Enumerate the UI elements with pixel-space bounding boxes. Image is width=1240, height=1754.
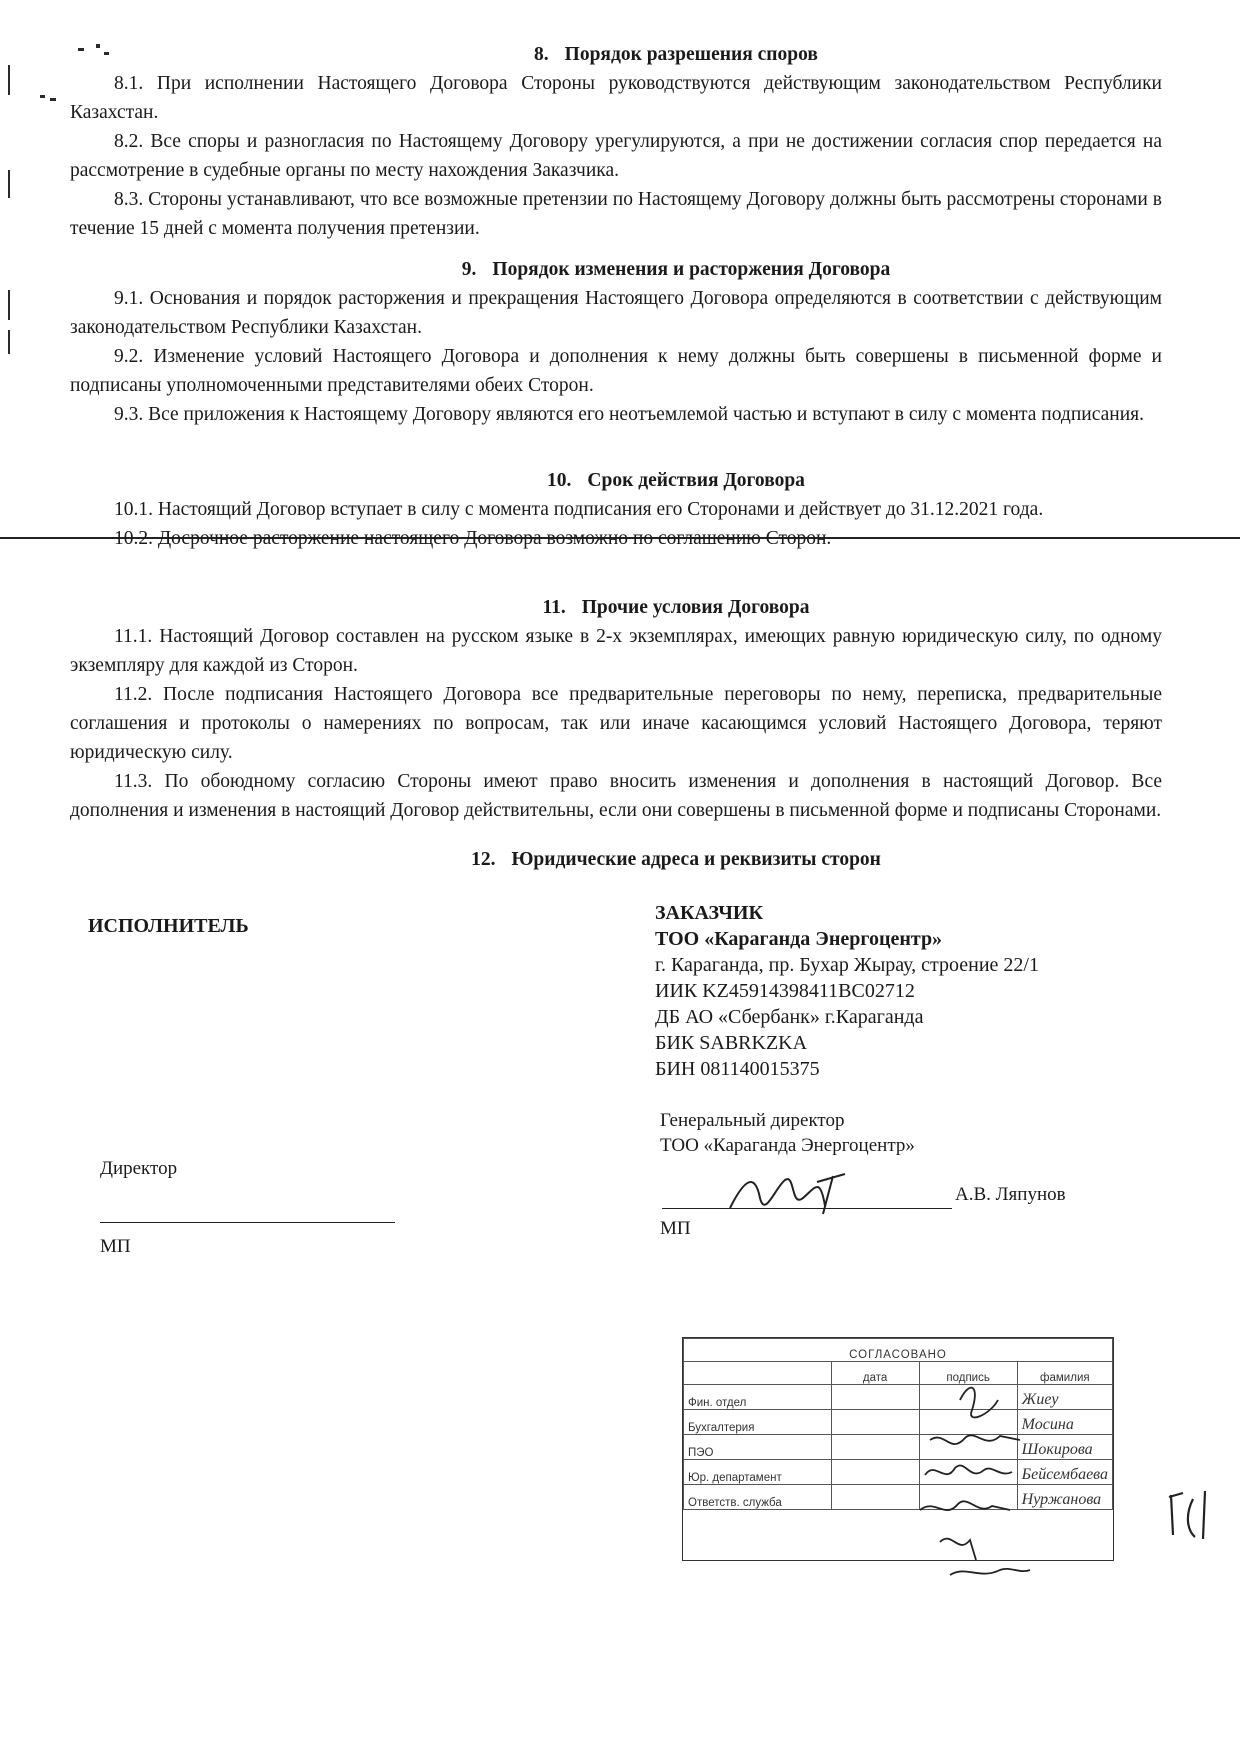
stamp-dept: Ответств. служба bbox=[684, 1485, 832, 1510]
section-11 bbox=[70, 593, 1162, 825]
stamp-col-signature: подпись bbox=[919, 1362, 1017, 1385]
section-number: 9. bbox=[461, 259, 477, 280]
section-heading bbox=[190, 255, 1162, 284]
customer-position: Генеральный директор bbox=[660, 1110, 845, 1131]
section-number: 10. bbox=[547, 470, 572, 491]
executor-label: ИСПОЛНИТЕЛЬ bbox=[88, 915, 249, 937]
scan-speck bbox=[50, 98, 56, 101]
stamp-surname: Мосина bbox=[1017, 1410, 1112, 1435]
executor-position: Директор bbox=[100, 1158, 178, 1179]
stamp-dept: Фин. отдел bbox=[684, 1385, 832, 1410]
stamp-dept: ПЭО bbox=[684, 1435, 832, 1460]
clause: 8.1. При исполнении Настоящего Договора Стороны руководствуются действующим законодательством Республики Казахстан. bbox=[70, 73, 1162, 123]
clause: 10.1. Настоящий Договор вступает в силу с момента подписания его Сторонами и действует до 31.12.2021 года. bbox=[114, 499, 1044, 520]
stamp-surname: Шокирова bbox=[1017, 1435, 1112, 1460]
customer-signature bbox=[725, 1168, 865, 1220]
clause: 8.3. Стороны устанавливают, что все возможные претензии по Настоящему Договору должны быть рассмотрены сторонами в течение 15 дней с момента получения претензии. bbox=[70, 189, 1162, 239]
scan-speck bbox=[40, 95, 45, 98]
stamp-col-dept bbox=[684, 1362, 832, 1385]
section-number: 12. bbox=[471, 849, 496, 870]
clause: 9.3. Все приложения к Настоящему Договору являются его неотъемлемой частью и вступают в силу с момента подписания. bbox=[114, 404, 1144, 425]
clause: 8.2. Все споры и разногласия по Настоящему Договору урегулируются, а при не достижении согласия спор передается на рассмотрение в судебные органы по месту нахождения Заказчика. bbox=[70, 131, 1162, 181]
clause: 11.2. После подписания Настоящего Договора все предварительные переговоры по нему, переписка, предварительные соглашения и протоколы о намерениях по вопросам, так или иначе касающимся условий Настоящего Договора, теряют юридическую силу. bbox=[70, 684, 1162, 763]
section-10 bbox=[70, 466, 1162, 553]
customer-org: ТОО «Караганда Энергоцентр» bbox=[660, 1135, 915, 1156]
stamp-signatures bbox=[900, 1370, 1080, 1580]
customer-bik: БИК SABRKZKA bbox=[655, 1032, 808, 1054]
customer-signatory: А.В. Ляпунов bbox=[955, 1184, 1066, 1205]
stamp-surname: Бейсембаева bbox=[1017, 1460, 1112, 1485]
customer-bin: БИН 081140015375 bbox=[655, 1058, 820, 1080]
margin-mark bbox=[1165, 1485, 1213, 1543]
section-12 bbox=[70, 845, 1162, 874]
clause: 11.3. По обоюдному согласию Стороны имеют право вносить изменения и дополнения в настоящий Договор. Все дополнения и изменения в настоящий Договор действительны, если они совершены в письменной форме и подписаны Сторонами. bbox=[70, 771, 1162, 821]
scan-edge bbox=[8, 330, 10, 354]
section-number: 8. bbox=[534, 44, 549, 65]
section-heading bbox=[190, 40, 1162, 69]
section-title: Прочие условия Договора bbox=[581, 597, 810, 618]
section-title: Порядок изменения и расторжения Договора bbox=[492, 259, 891, 280]
customer-seal: МП bbox=[660, 1218, 691, 1239]
section-number: 11. bbox=[542, 597, 566, 618]
scan-edge bbox=[8, 170, 10, 198]
stamp-dept: Юр. департамент bbox=[684, 1460, 832, 1485]
executor-block bbox=[88, 915, 588, 938]
stamp-surname: Нуржанова bbox=[1017, 1485, 1112, 1510]
clause: 10.2. Досрочное расторжение настоящего Договора возможно по соглашению Сторон. bbox=[114, 528, 832, 549]
section-title: Срок действия Договора bbox=[587, 470, 805, 491]
stamp-dept: Бухгалтерия bbox=[684, 1410, 832, 1435]
scan-edge bbox=[8, 290, 10, 320]
customer-address: г. Караганда, пр. Бухар Жырау, строение 22/1 bbox=[655, 954, 1039, 976]
stamp-col-surname: фамилия bbox=[1017, 1362, 1112, 1385]
customer-iik: ИИК KZ45914398411BC02712 bbox=[655, 980, 915, 1002]
customer-name: ТОО «Караганда Энергоцентр» bbox=[655, 928, 943, 950]
section-heading bbox=[190, 845, 1162, 874]
section-8 bbox=[70, 40, 1162, 243]
executor-seal: МП bbox=[100, 1236, 131, 1257]
clause: 9.2. Изменение условий Настоящего Договора и дополнения к нему должны быть совершены в письменной форме и подписаны уполномоченными представителями обеих Сторон. bbox=[70, 346, 1162, 396]
stamp-title: СОГЛАСОВАНО bbox=[684, 1339, 1113, 1362]
section-heading bbox=[190, 593, 1162, 622]
customer-block bbox=[655, 900, 1175, 1082]
clause: 9.1. Основания и порядок расторжения и прекращения Настоящего Договора определяются в соответствии с действующим законодательством Республики Казахстан. bbox=[70, 288, 1162, 338]
scan-edge bbox=[8, 65, 10, 95]
section-heading bbox=[190, 466, 1162, 495]
section-9 bbox=[70, 255, 1162, 429]
stamp-col-date: дата bbox=[831, 1362, 919, 1385]
executor-signature-line bbox=[100, 1222, 395, 1223]
customer-bank: ДБ АО «Сбербанк» г.Караганда bbox=[655, 1006, 924, 1028]
section-title: Юридические адреса и реквизиты сторон bbox=[511, 849, 881, 870]
section-title: Порядок разрешения споров bbox=[564, 44, 818, 65]
clause: 11.1. Настоящий Договор составлен на русском языке в 2-х экземплярах, имеющих равную юридическую силу, по одному экземпляру для каждой из Сторон. bbox=[70, 626, 1162, 676]
stamp-surname: Жиеу bbox=[1017, 1385, 1112, 1410]
customer-label: ЗАКАЗЧИК bbox=[655, 902, 763, 924]
